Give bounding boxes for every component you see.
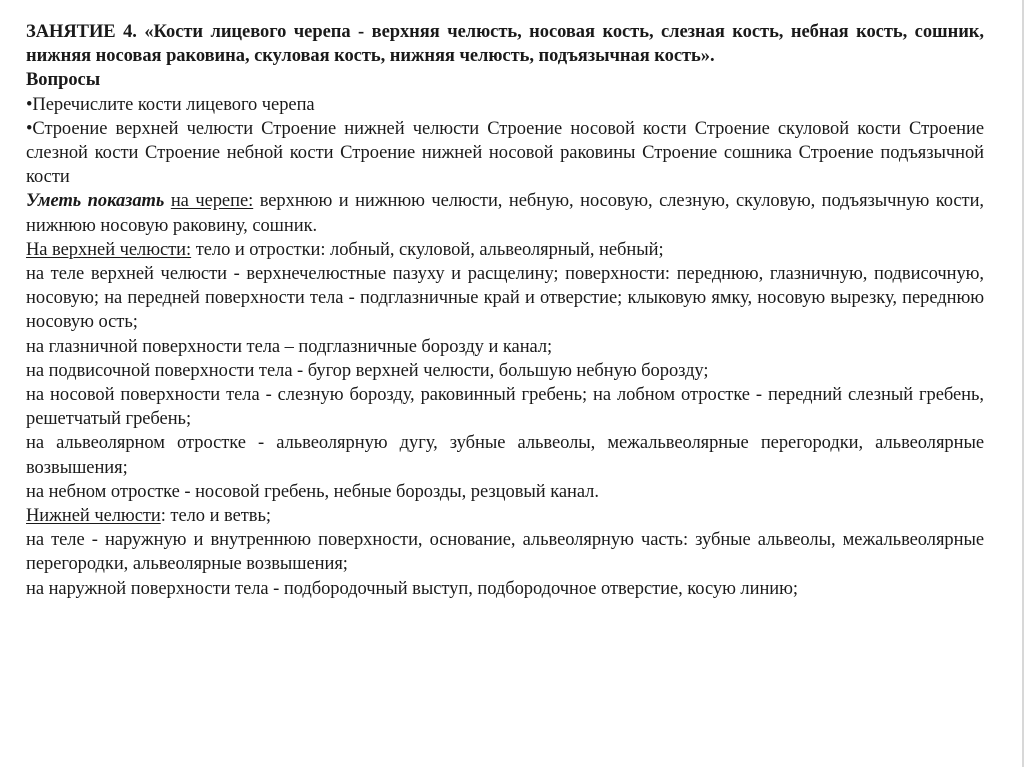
document-page <box>24 20 984 601</box>
upper-jaw-text: тело и отростки: лобный, скуловой, альвеолярный, небный; <box>191 239 664 260</box>
question-item: •Перечислите кости лицевого черепа <box>26 94 315 115</box>
skills-label: Уметь показать <box>26 191 165 212</box>
upper-jaw-label: На верхней челюсти: <box>26 239 192 260</box>
upper-jaw-paragraph <box>26 238 984 262</box>
questions-heading: Вопросы <box>26 70 101 91</box>
skills-paragraph <box>26 189 984 237</box>
text-paragraph: на наружной поверхности тела - подбородочный выступ, подбородочное отверстие, косую линию; <box>26 578 799 599</box>
lower-jaw-text: : тело и ветвь; <box>160 506 271 527</box>
text-paragraph: на небном отростке - носовой гребень, небные борозды, резцовый канал. <box>26 481 599 502</box>
lower-jaw-label: Нижней челюсти <box>26 506 161 527</box>
skills-text: верхнюю и нижнюю челюсти, небную, носовую, слезную, скуловую, подъязычную кости, нижнюю носовую раковину, сошник. <box>26 191 985 236</box>
text-paragraph: на носовой поверхности тела - слезную борозду, раковинный гребень; на лобном отростке - передний слезный гребень, решетчатый гребень; <box>26 385 984 430</box>
text-paragraph: на альвеолярном отростке - альвеолярную дугу, зубные альвеолы, межальвеолярные перегородки, альвеолярные возвышения; <box>26 433 984 478</box>
skills-on-skull: на черепе: <box>170 191 254 212</box>
question-item: •Строение верхней челюсти Строение нижней челюсти Строение носовой кости Строение скуловой кости Строение слезной кости Строение небной кости Строение нижней носовой раковины Строение сошника Строение подъязычной кости <box>26 118 984 188</box>
lower-jaw-paragraph <box>26 504 984 528</box>
text-paragraph: на теле - наружную и внутреннюю поверхности, основание, альвеолярную часть: зубные альвеолы, межальвеолярные перегородки, альвеолярные возвышения; <box>26 530 984 575</box>
text-paragraph: на теле верхней челюсти - верхнечелюстные пазуху и расщелину; поверхности: переднюю, глазничную, подвисочную, носовую; на передней поверхности тела - подглазничные край и отверстие; клыковую ямку, носовую вырезку, переднюю носовую ость; <box>26 264 984 333</box>
lesson-title: ЗАНЯТИЕ 4. «Кости лицевого черепа - верхняя челюсть, носовая кость, слезная кость, небная кость, сошник, нижняя носовая раковина, скуловая кость, нижняя челюсть, подъязычная кость». <box>26 22 984 67</box>
text-paragraph: на подвисочной поверхности тела - бугор верхней челюсти, большую небную борозду; <box>26 360 709 381</box>
text-paragraph: на глазничной поверхности тела – подглазничные борозду и канал; <box>26 336 553 357</box>
